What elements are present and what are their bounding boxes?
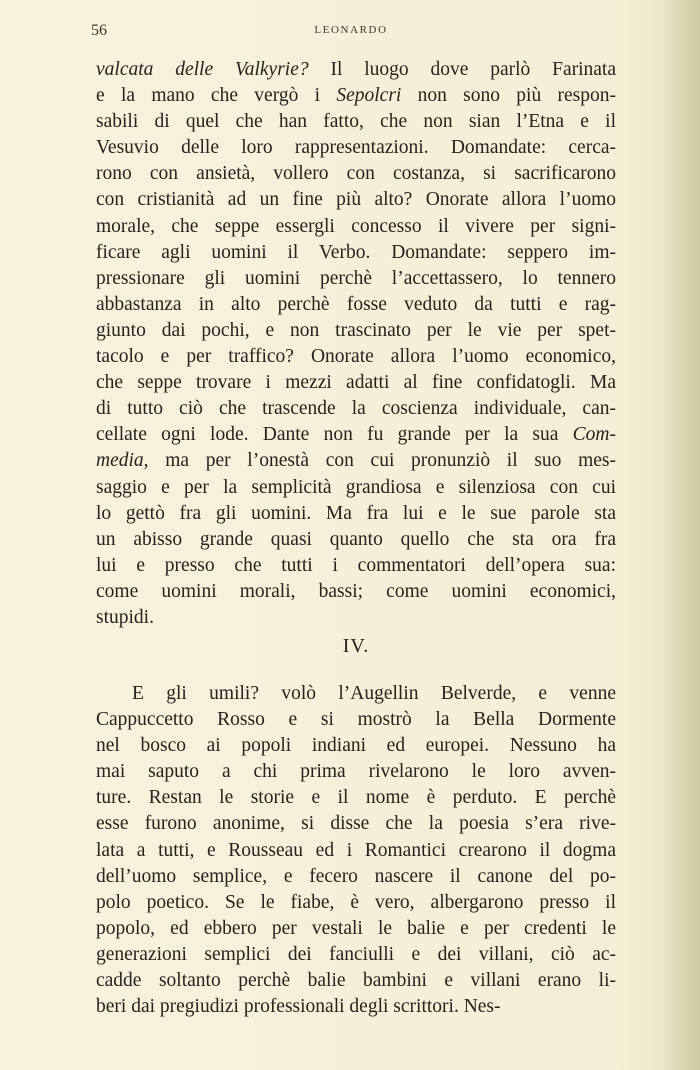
text-line <box>96 370 616 396</box>
text-run: ma per l’onestà con cui pronunziò il suo mes- <box>148 450 616 472</box>
text-run: polo poetico. Se le fiabe, è vero, albergarono presso il <box>96 891 616 913</box>
text-run: ficare agli uomini il Verbo. Domandate: seppero im- <box>96 241 616 263</box>
text-line <box>96 579 616 605</box>
text-line <box>96 994 616 1020</box>
text-line <box>96 292 616 318</box>
text-line <box>96 57 616 83</box>
text-line <box>96 681 616 707</box>
italic-text: valcata delle Valkyrie? <box>96 59 309 80</box>
text-run: popolo, ed ebbero per vestali le balie e per credenti le <box>96 917 616 939</box>
text-run: e la mano che vergò i <box>96 85 337 107</box>
text-line <box>96 266 616 292</box>
text-line <box>96 187 616 213</box>
text-line <box>96 240 616 266</box>
text-line <box>96 759 616 785</box>
text-line <box>96 707 616 733</box>
text-line <box>96 890 616 916</box>
section-heading: IV. <box>342 635 370 657</box>
text-line <box>96 916 616 942</box>
text-line <box>96 811 616 837</box>
text-run: Cappuccetto Rosso e si mostrò la Bella Dormente <box>96 709 616 731</box>
text-run: stupidi. <box>96 606 154 628</box>
text-run: come uomini morali, bassi; come uomini economici, <box>96 580 616 602</box>
text-run: ture. Restan le storie e il nome è perduto. E perchè <box>96 787 616 809</box>
text-run: dell’uomo semplice, e fecero nascere il canone del po- <box>96 865 616 887</box>
text-run: rono con ansietà, vollero con costanza, si sacrificarono <box>96 163 616 185</box>
page-gutter-shadow <box>660 0 700 1070</box>
text-run: morale, che seppe essergli concesso il vivere per signi- <box>96 215 616 237</box>
text-run: Vesuvio delle loro rappresentazioni. Domandate: cerca- <box>96 137 616 159</box>
paragraph-2 <box>96 681 616 1020</box>
text-line <box>96 553 616 579</box>
text-run: E gli umili? volò l’Augellin Belverde, e venne <box>132 683 616 704</box>
text-run: Il luogo dove parlò Farinata <box>308 59 616 80</box>
text-run: beri dai pregiudizi professionali degli scrittori. Nes- <box>96 996 501 1018</box>
text-line <box>96 864 616 890</box>
text-run: giunto dai pochi, e non trascinato per le vie per spet- <box>96 319 616 341</box>
text-line <box>96 318 616 344</box>
text-run: un abisso grande quasi quanto quello che sta ora fra <box>96 528 616 550</box>
text-run: sabili di quel che han fatto, che non sian l’Etna e il <box>96 111 616 133</box>
text-line <box>96 527 616 553</box>
text-line <box>96 785 616 811</box>
page-header <box>91 22 611 42</box>
text-run: lo gettò fra gli uomini. Ma fra lui e le sue parole sta <box>96 502 616 524</box>
text-line <box>96 214 616 240</box>
italic-text: Com- <box>572 424 616 446</box>
text-line <box>96 344 616 370</box>
text-line <box>96 161 616 187</box>
text-line <box>96 83 616 109</box>
text-run: lata a tutti, e Rousseau ed i Romantici crearono il dogma <box>96 839 616 861</box>
page-number: 56 <box>91 22 107 39</box>
text-run: nel bosco ai popoli indiani ed europei. Nessuno ha <box>96 735 616 757</box>
text-run: generazioni semplici dei fanciulli e dei villani, ciò ac- <box>96 943 616 965</box>
italic-text: Sepolcri <box>336 85 402 107</box>
text-run: pressionare gli uomini perchè l’accettassero, lo tennero <box>96 267 616 289</box>
text-run: cadde soltanto perchè balie bambini e villani erano li- <box>96 970 616 992</box>
text-run: saggio e per la semplicità grandiosa e silenziosa con cui <box>96 476 616 498</box>
text-line <box>96 733 616 759</box>
text-run: cellate ogni lode. Dante non fu grande per la sua <box>96 424 573 446</box>
text-run: abbastanza in alto perchè fosse veduto da tutti e rag- <box>96 293 616 315</box>
text-line <box>96 448 616 474</box>
text-run: mai saputo a chi prima rivelarono le loro avven- <box>96 761 616 783</box>
text-run: tacolo e per traffico? Onorate allora l’uomo economico, <box>96 346 616 368</box>
text-run: di tutto ciò che trascende la coscienza individuale, can- <box>96 398 616 420</box>
running-head: LEONARDO <box>314 24 388 36</box>
text-run: lui e presso che tutti i commentatori dell’opera sua: <box>96 554 616 576</box>
italic-text: media, <box>96 450 149 472</box>
paragraph-1 <box>96 57 616 631</box>
text-line <box>96 422 616 448</box>
text-line <box>96 109 616 135</box>
text-line <box>96 475 616 501</box>
text-run: non sono più respon- <box>401 85 616 107</box>
text-line <box>96 135 616 161</box>
text-line <box>96 501 616 527</box>
text-run: esse furono anonime, si disse che la poesia s’era rive- <box>96 813 616 835</box>
text-line <box>96 942 616 968</box>
text-line <box>96 605 616 631</box>
text-line <box>96 838 616 864</box>
text-line <box>96 968 616 994</box>
text-line <box>96 396 616 422</box>
text-run: con cristianità ad un fine più alto? Onorate allora l’uomo <box>96 189 616 211</box>
text-run: che seppe trovare i mezzi adatti al fine confidatogli. Ma <box>96 372 616 394</box>
